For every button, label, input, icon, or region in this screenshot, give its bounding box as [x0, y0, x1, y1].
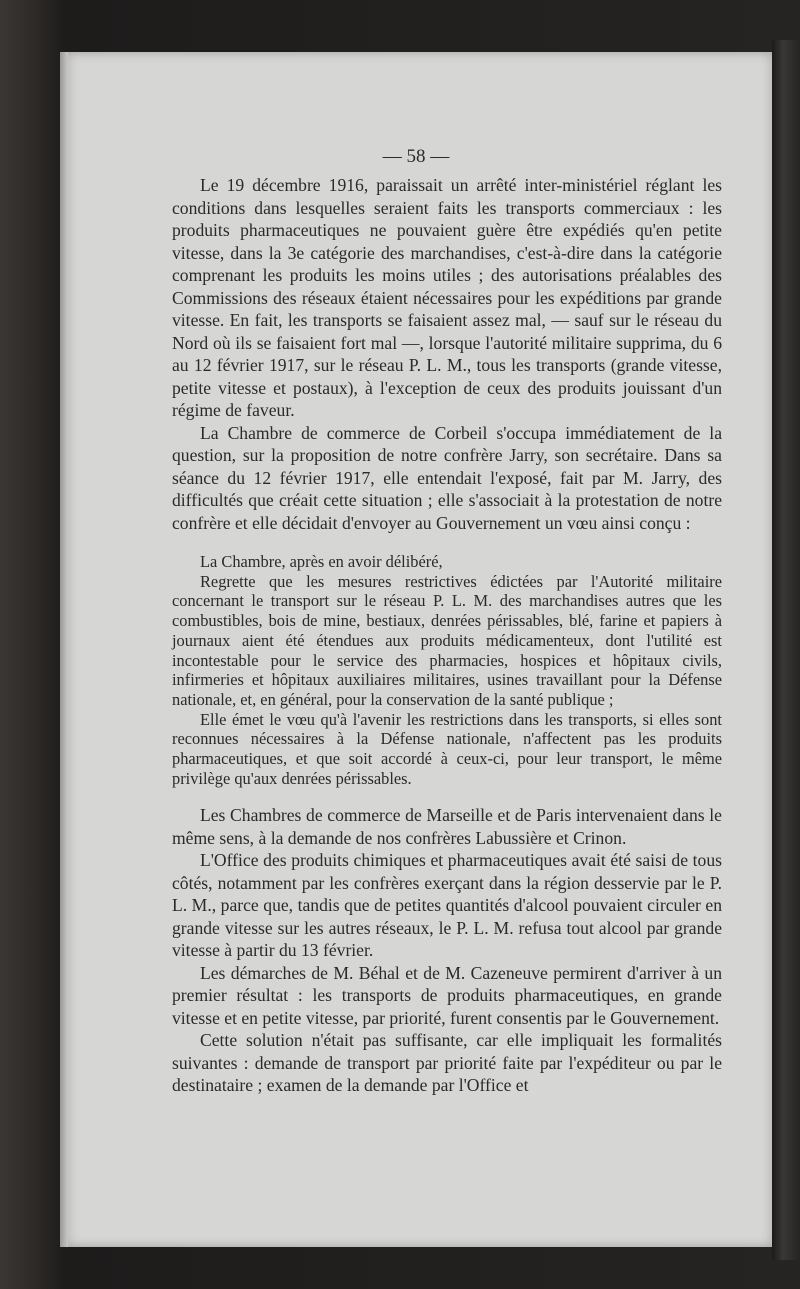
quoted-resolution: [172, 552, 722, 788]
quote-paragraph: La Chambre, après en avoir délibéré,: [200, 552, 443, 571]
paragraph: La Chambre de commerce de Corbeil s'occupa immédiatement de la question, sur la proposition de notre confrère Jarry, son secrétaire. Dans sa séance du 12 février 1917, elle entendait l'exposé, fait par M. Jarry, des difficultés que créait cette situation ; elle s'associait à la protestation de notre confrère et elle décidait d'envoyer au Gouvernement un vœu ainsi conçu :: [172, 422, 722, 533]
paragraph: L'Office des produits chimiques et pharmaceutiques avait été saisi de tous côtés, notamment par les confrères exerçant dans la région desservie par le P. L. M., parce que, tandis que de petites quantités d'alcool pouvaient circuler en grande vitesse sur les autres réseaux, le P. L. M. refusa tout alcool par grande vitesse à partir du 13 février.: [172, 850, 722, 961]
quote-paragraph: Regrette que les mesures restrictives édictées par l'Autorité militaire concernant le transport sur le réseau P. L. M. des marchandises autres que les combustibles, bois de mine, bestiaux, denrées périssables, blé, farine et papiers à journaux aient été étendues aux produits médicamenteux, dont l'utilité est incontestable pour le service des pharmacies, hospices et hôpitaux civils, infirmeries et hôpitaux auxiliaires militaires, usines travaillant pour la Défense nationale, et, en général, pour la conservation de la santé publique ;: [172, 571, 722, 709]
page-number: — 58 —: [382, 146, 450, 167]
book-page: [60, 52, 772, 1247]
paragraph: Le 19 décembre 1916, paraissait un arrêté inter-ministériel réglant les conditions dans lesquelles seraient faits les transports commerciaux : les produits pharmaceutiques ne pouvaient guère être expédiés qu'en petite vitesse, dans la 3e catégorie des marchandises, c'est-à-dire dans la catégorie comprenant les produits les moins utiles ; des autorisations préalables des Commissions des réseaux étaient nécessaires pour les expéditions par grande vitesse. En fait, les transports se faisaient assez mal, — sauf sur le réseau du Nord où ils se faisaient fort mal —, lorsque l'autorité militaire supprima, du 6 au 12 février 1917, sur le réseau P. L. M., tous les transports (grande vitesse, petite vitesse et postaux), à l'exception de ceux des produits jouissant d'un régime de faveur.: [172, 175, 722, 420]
page-gutter-shadow: [60, 52, 68, 1247]
paragraph: Cette solution n'était pas suffisante, car elle impliquait les formalités suivantes : demande de transport par priorité faite par l'expéditeur ou par le destinataire ; examen de la demande par l'Office et: [172, 1030, 722, 1096]
book-edge: [772, 40, 800, 1260]
paragraph: Les Chambres de commerce de Marseille et de Paris intervenaient dans le même sens, à la demande de nos confrères Labussière et Crinon.: [172, 805, 722, 848]
paragraph: Les démarches de M. Béhal et de M. Cazeneuve permirent d'arriver à un premier résultat : les transports de produits pharmaceutiques, en grande vitesse et en petite vitesse, par priorité, furent consentis par le Gouvernement.: [172, 962, 722, 1028]
quote-paragraph: Elle émet le vœu qu'à l'avenir les restrictions dans les transports, si elles sont reconnues nécessaires à la Défense nationale, n'affectent pas les produits pharmaceutiques, et que soit accordé à ceux-ci, pour leur transport, le même privilège qu'aux denrées périssables.: [172, 709, 722, 788]
page-text: [172, 174, 722, 1097]
